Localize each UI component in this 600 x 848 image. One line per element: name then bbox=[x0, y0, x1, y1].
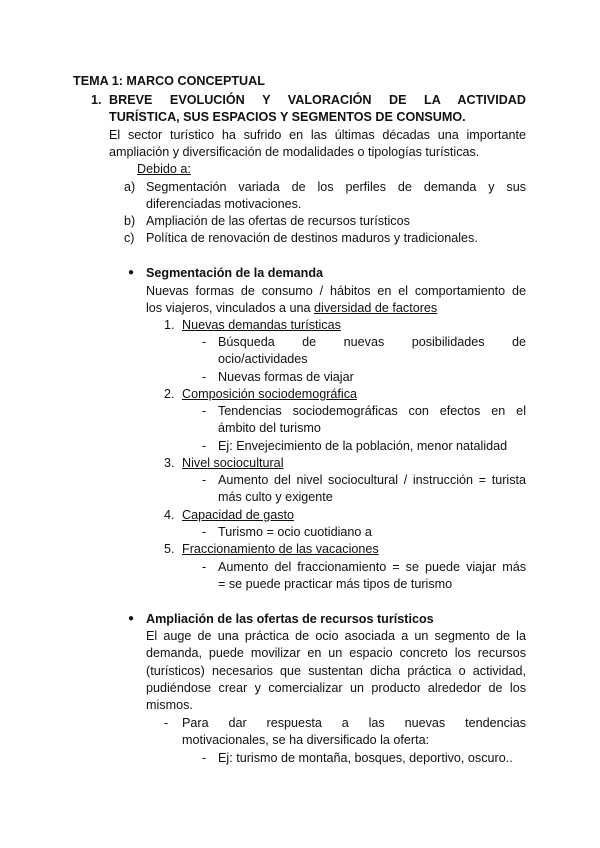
ampliacion-point-line-2: motivacionales, se ha diversificado la oferta: bbox=[182, 733, 430, 747]
reason-marker-c: c) bbox=[124, 231, 135, 245]
reason-marker-a: a) bbox=[124, 180, 136, 194]
dash-icon: - bbox=[202, 404, 207, 418]
dash-icon: - bbox=[202, 335, 207, 349]
dash-icon: - bbox=[202, 473, 207, 487]
factor-title-5: Fraccionamiento de las vacaciones bbox=[182, 542, 379, 556]
section-heading-line-1: BREVE EVOLUCIÓN Y VALORACIÓN DE LA ACTIVIDAD bbox=[109, 93, 526, 107]
factor-5-item-1-line-2: = se puede practicar más tipos de turismo bbox=[218, 577, 453, 591]
factor-3-item-1-line-2: más culto y exigente bbox=[218, 490, 333, 504]
factor-number-5: 5. bbox=[164, 542, 175, 556]
dash-icon: - bbox=[202, 439, 207, 453]
factor-title-4: Capacidad de gasto bbox=[182, 508, 295, 522]
factor-2-item-1-line-2: ámbito del turismo bbox=[218, 421, 321, 435]
factor-title-2: Composición sociodemográfica bbox=[182, 387, 357, 401]
ampliacion-para-line-5: mismos. bbox=[146, 698, 193, 712]
factor-number-3: 3. bbox=[164, 456, 175, 470]
ampliacion-sub-item: Ej: turismo de montaña, bosques, deportivo, oscuro.. bbox=[218, 751, 513, 765]
ampliacion-para-line-2: demanda, puede movilizar en un espacio concreto los recursos bbox=[146, 646, 526, 660]
factor-title-3: Nivel sociocultural bbox=[182, 456, 284, 470]
segmentacion-intro-line-1: Nuevas formas de consumo / hábitos en el comportamiento de bbox=[146, 284, 526, 298]
section-intro-line-1: El sector turístico ha sufrido en las últimas décadas una importante bbox=[109, 128, 526, 142]
factor-title-1: Nuevas demandas turísticas bbox=[182, 318, 341, 332]
bullet-icon: ● bbox=[128, 267, 135, 278]
reason-a-line-1: Segmentación variada de los perfiles de demanda y sus bbox=[146, 180, 526, 194]
factor-3-item-1-line-1: Aumento del nivel sociocultural / instrucción = turista bbox=[218, 473, 526, 487]
factor-1-item-1-line-2: ocio/actividades bbox=[218, 352, 308, 366]
dash-icon: - bbox=[202, 525, 207, 539]
factor-5-item-1-line-1: Aumento del fraccionamiento = se puede viajar más bbox=[218, 560, 526, 574]
factores-underlined: diversidad de factores bbox=[314, 301, 438, 315]
factor-4-item-1-line-1: Turismo = ocio cuotidiano a bbox=[218, 525, 372, 539]
factor-1-item-1-line-1: Búsqueda de nuevas posibilidades de bbox=[218, 335, 526, 349]
reason-c-line-1: Política de renovación de destinos maduros y tradicionales. bbox=[146, 231, 478, 245]
reason-marker-b: b) bbox=[124, 214, 136, 228]
section-heading-line-2: TURÍSTICA, SUS ESPACIOS Y SEGMENTOS DE CONSUMO. bbox=[109, 110, 466, 124]
segmentacion-heading: Segmentación de la demanda bbox=[146, 266, 324, 280]
ampliacion-para-line-3: (turísticos) necesarios que sustentan dicha práctica o actividad, bbox=[146, 664, 526, 678]
section-intro-line-2: ampliación y diversificación de modalidades o tipologías turísticas. bbox=[109, 145, 480, 159]
ampliacion-para-line-4: pudiéndose crear y comercializar un producto alrededor de los bbox=[146, 681, 526, 695]
page-title: TEMA 1: MARCO CONCEPTUAL bbox=[73, 74, 265, 88]
factor-1-item-2-line-1: Nuevas formas de viajar bbox=[218, 370, 354, 384]
segmentacion-intro-line-2 bbox=[146, 300, 437, 316]
factor-2-item-2-line-1: Ej: Envejecimiento de la población, menor natalidad bbox=[218, 439, 508, 453]
ampliacion-heading: Ampliación de las ofertas de recursos turísticos bbox=[146, 612, 434, 626]
dash-icon: - bbox=[202, 751, 207, 765]
section-number: 1. bbox=[91, 93, 102, 107]
factor-number-2: 2. bbox=[164, 387, 175, 401]
factor-2-item-1-line-1: Tendencias sociodemográficas con efectos en el bbox=[218, 404, 526, 418]
reason-b-line-1: Ampliación de las ofertas de recursos turísticos bbox=[146, 214, 410, 228]
factor-number-4: 4. bbox=[164, 508, 175, 522]
ampliacion-para-line-1: El auge de una práctica de ocio asociada a un segmento de la bbox=[146, 629, 526, 643]
bullet-icon: ● bbox=[128, 613, 135, 624]
segmentacion-intro-text: los viajeros, vinculados a una bbox=[146, 301, 315, 315]
factor-number-1: 1. bbox=[164, 318, 175, 332]
debido-label: Debido a: bbox=[137, 162, 191, 176]
dash-icon: - bbox=[202, 560, 207, 574]
dash-icon: - bbox=[202, 370, 207, 384]
dash-icon: - bbox=[164, 716, 169, 730]
reason-a-line-2: diferenciadas motivaciones. bbox=[146, 197, 302, 211]
ampliacion-point-line-1: Para dar respuesta a las nuevas tendencias bbox=[182, 716, 526, 730]
